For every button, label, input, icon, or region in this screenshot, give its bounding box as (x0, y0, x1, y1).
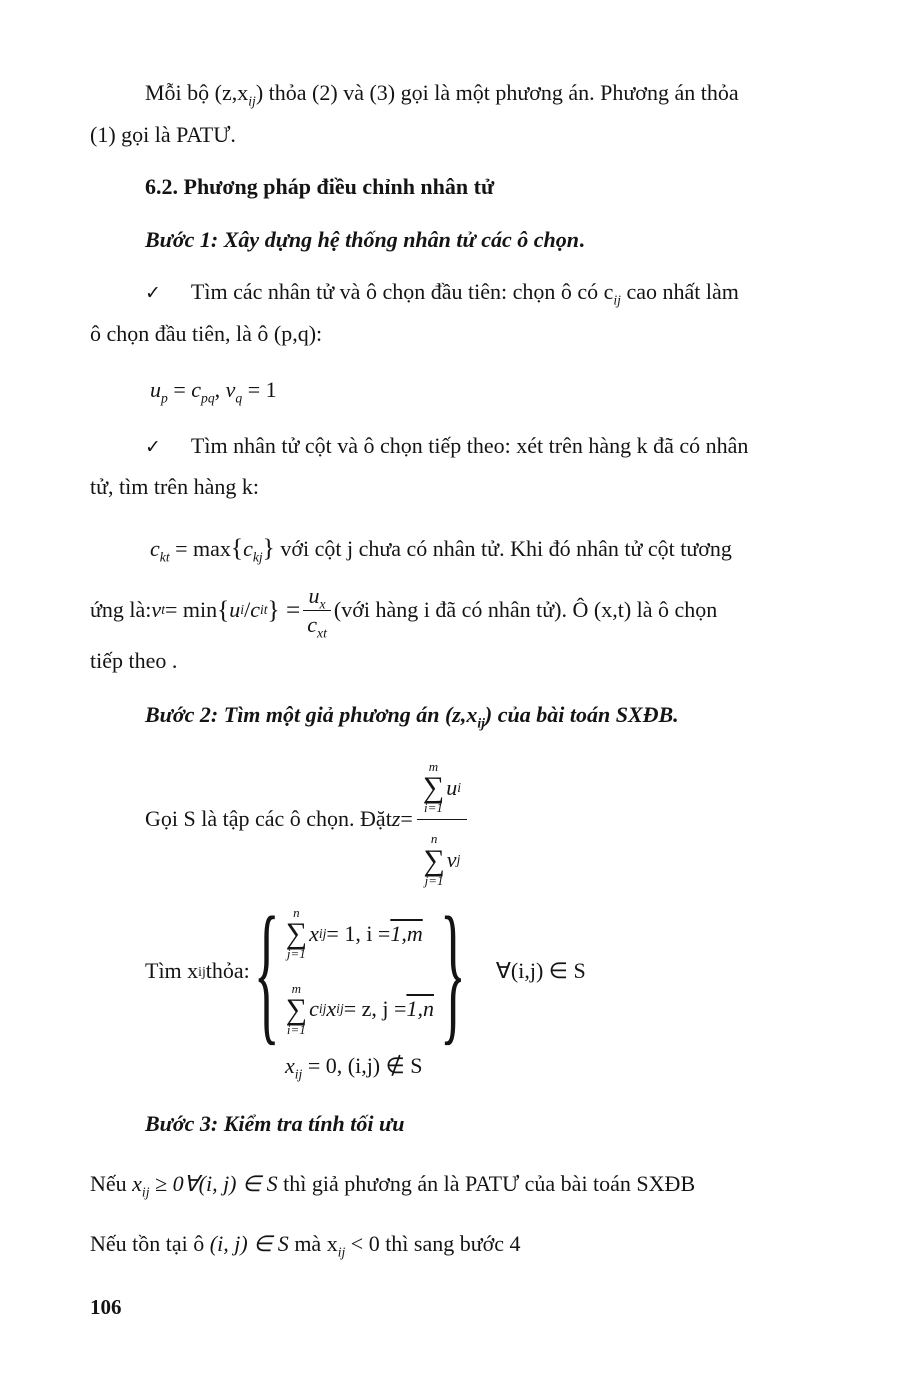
sub-q: q (235, 390, 243, 406)
sub-kt: kt (159, 549, 170, 565)
cond1-math: ≥ 0∀(i, j) ∈ S (149, 1170, 278, 1196)
cond2-post: < 0 thì sang bước 4 (345, 1230, 521, 1256)
equation-system (250, 884, 470, 1059)
tim-x-text-a: Tìm x (145, 958, 199, 984)
optimal-condition-line (90, 1163, 830, 1205)
step2-title-sub: ij (477, 715, 485, 731)
step1-title-text: Bước 1: Xây dựng hệ thống nhân tử các ô chọn (145, 227, 579, 253)
step1-title-period: . (578, 227, 585, 253)
eq1-rest: = 1, i = (326, 920, 391, 946)
var-c-ij: c (309, 996, 319, 1022)
forall-condition: ∀(i,j) ∈ S (495, 958, 586, 984)
var-v: v (225, 376, 236, 402)
goi-s-text: Gọi S là tập các ô chọn. Đặt (145, 805, 392, 831)
bullet2-text-b: tử, tìm trên hàng k: (90, 474, 259, 500)
bullet2-line-1 (90, 425, 830, 467)
formula-up-cpq (90, 369, 830, 411)
cond1-pre: Nếu (90, 1170, 133, 1196)
bullet1-line-1 (90, 271, 830, 313)
op-comma: , (214, 376, 226, 402)
bullet1-text-c: ô chọn đầu tiên, là ô (p,q): (90, 320, 323, 346)
var-v-j: v (446, 847, 457, 873)
tiep-theo-text: tiếp theo . (90, 648, 178, 674)
equation-stack (284, 902, 436, 1041)
bullet1-sub-ij: ij (613, 292, 621, 308)
tim-x-text-b: thỏa: (205, 958, 250, 984)
var-u-i: u (446, 774, 458, 800)
var-u: u (150, 376, 161, 402)
zero-rest: = 0, (i,j) ∉ S (302, 1053, 423, 1079)
sum-ui: m ∑ i=1 u i (417, 750, 467, 821)
op-slash: / (244, 597, 251, 623)
vt-min-paragraph (90, 582, 830, 682)
brace-open: { (230, 534, 244, 563)
sub-ij: ij (141, 1184, 150, 1200)
var-c-it: c (250, 597, 260, 623)
op-eq2: = 1 (242, 376, 277, 402)
var-x-ij: x (309, 920, 319, 946)
sub-p: p (161, 390, 168, 406)
fraction-denominator (303, 611, 331, 639)
fraction-sums (417, 750, 467, 888)
sigma-icon: m ∑ i=1 (285, 980, 308, 1037)
equation-2: m ∑ i=1 c ij x ij = z, j = 1,n (285, 980, 434, 1037)
sigma-icon: m ∑ i=1 (422, 758, 445, 816)
brace-close: } (262, 534, 275, 563)
step3-title (90, 1103, 830, 1145)
intro-text-b: ) thỏa (2) và (3) gọi là một phương án. Phương án thỏa (255, 80, 739, 105)
bullet1-text-a: Tìm các nhân tử và ô chọn đầu tiên: chọn ô có c (190, 279, 614, 305)
fraction-ux-cxt (303, 582, 331, 641)
intro-line-2 (90, 114, 830, 156)
system-line: Tìm x ij thỏa: { n ∑ j=1 x ij = 1, i = 1,m m ∑ i=1 c ij x ij = z, j = 1,n } ∀(i,j) ∈ S (145, 884, 586, 1059)
vt-min-line: ứng là: v t = min { u i / c it } = $\frac{u_x}{c_{xt}}$ (với hàng i đã có nhân tử). Ô (x,t) là ô chọn (90, 583, 718, 641)
set-s-line (90, 750, 830, 888)
intro-text-a: Mỗi bộ (z,x (145, 80, 249, 105)
eq2-overline: 1,n (406, 996, 434, 1022)
step2-title-text-b: ) của bài toán SXĐB. (484, 702, 679, 728)
sub-x: x (319, 596, 326, 612)
ungla-text: ứng là: (90, 597, 152, 623)
cond2-mid: mà x (288, 1230, 338, 1256)
big-brace-left: { (253, 884, 280, 1059)
brace-close: } = (267, 596, 301, 625)
var-x: x (285, 1053, 295, 1079)
step1-bullet2 (90, 425, 830, 509)
section-heading-text: 6.2. Phương pháp điều chỉnh nhân tử (145, 173, 495, 199)
op-min: = min (164, 597, 218, 623)
step3-title-text: Bước 3: Kiểm tra tính tối ưu (145, 1111, 405, 1136)
var-c: c (191, 376, 201, 402)
step4-condition-line (90, 1223, 830, 1265)
intro-line-1 (90, 72, 830, 114)
sigma-icon: n ∑ j=1 (285, 905, 308, 962)
eq2-rest: = z, j = (343, 996, 407, 1022)
big-brace-right: } (439, 884, 466, 1059)
step2-title (90, 694, 830, 736)
intro-sub-ij: ij (248, 93, 256, 109)
var-u-i: u (229, 597, 241, 623)
brace-open: { (217, 596, 230, 625)
eq1-overline: 1,m (390, 920, 423, 946)
sigma-icon: n ∑ j=1 (423, 831, 445, 888)
step1-title (90, 219, 830, 261)
cond1-post: thì giả phương án là PATƯ của bài toán SXĐB (277, 1170, 696, 1196)
sub-kj: kj (252, 549, 263, 565)
sum-vj: n ∑ j=1 v j (423, 831, 461, 888)
vt-post-text: (với hàng i đã có nhân tử). Ô (x,t) là ô chọn (333, 597, 718, 623)
ckt-text: với cột j chưa có nhân tử. Khi đó nhân tử cột tương (274, 536, 732, 562)
bullet1-text-b: cao nhất làm (620, 279, 739, 305)
equation-1: n ∑ j=1 x ij = 1, i = 1,m (285, 905, 423, 962)
page-number: 106 (90, 1295, 122, 1320)
var-c-kt: c (150, 536, 160, 562)
sub-ij: ij (294, 1066, 303, 1082)
var-c-kj: c (243, 536, 253, 562)
var-v-t: v (151, 597, 162, 623)
cond2-math: (i, j) ∈ S (209, 1230, 289, 1256)
sub-xt: xt (317, 625, 327, 641)
fraction-numerator (303, 582, 331, 611)
sub-pq: pq (201, 390, 215, 406)
section-heading (90, 166, 830, 208)
op-max: = max (169, 536, 231, 562)
var-c-xt: c (307, 611, 318, 637)
var-x: x (132, 1170, 142, 1196)
check-icon: ✓ (145, 282, 161, 305)
sub-ij: ij (337, 1243, 346, 1259)
bullet2-text-a: Tìm nhân tử cột và ô chọn tiếp theo: xét trên hàng k đã có nhân (190, 432, 749, 458)
var-z: z (391, 805, 401, 831)
intro-paragraph (90, 72, 830, 156)
op-eq-z: = (400, 805, 413, 831)
op-eq1: = (167, 376, 192, 402)
formula-ckt-max (90, 524, 830, 572)
step2-title-text-a: Bước 2: Tìm một giả phương án (z,x (145, 702, 478, 728)
var-x-ij: x (326, 996, 337, 1022)
intro-text-c: (1) gọi là PATƯ. (90, 121, 236, 147)
step1-bullet1 (90, 271, 830, 355)
var-u-x: u (308, 583, 320, 609)
bullet1-line-2 (90, 313, 830, 355)
tiep-theo-line (90, 640, 830, 682)
check-icon: ✓ (145, 435, 161, 458)
bullet2-line-2 (90, 466, 830, 508)
cond2-pre: Nếu tồn tại ô (90, 1230, 210, 1256)
